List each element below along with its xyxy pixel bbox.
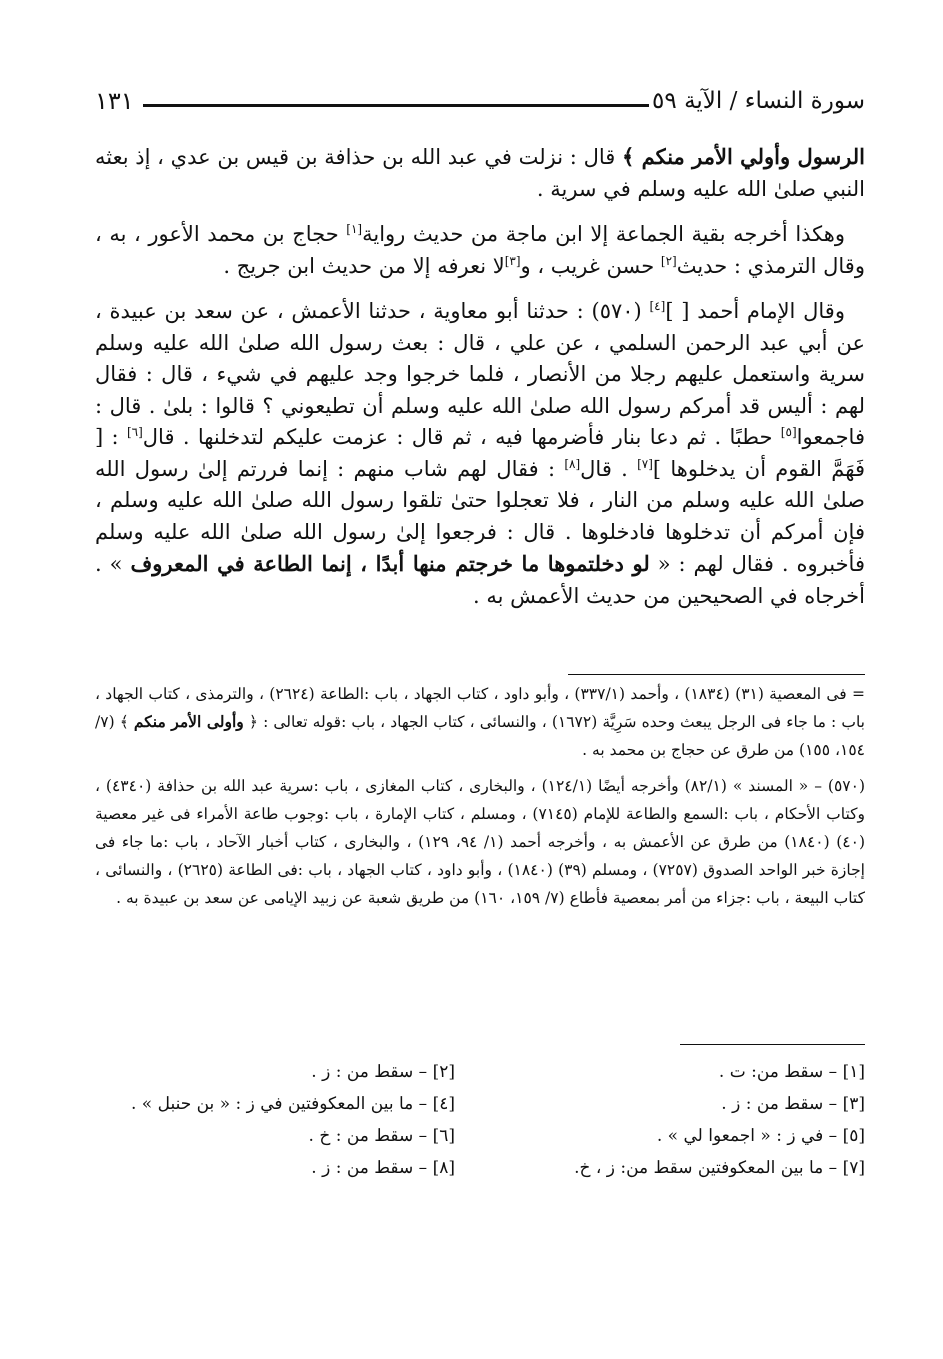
variant-text: سقط من : ز . [721,1094,824,1114]
variant-2: [٢] – سقط من : ز . [311,1062,455,1082]
text-run: حجاج بن محمد الأعور ، به ، وقال الترمذي : حديث [95,222,865,278]
variant-number: [٦] [432,1126,455,1146]
variant-text: سقط من: ت . [718,1062,824,1082]
variant-ref-2: [٢] [660,253,677,268]
variant-text: سقط من : ز . [311,1158,414,1178]
variant-text: سقط من : خ . [308,1126,414,1146]
variants-column-left [70,1056,455,1184]
text-run: : فقال لهم شاب منهم : إنما فررتم إلىٰ رسول الله صلىٰ الله عليه وسلم من النار ، فلا تعجلوا حتىٰ تلقوا رسول الله صلىٰ الله عليه وسلم ، فإن أمركم أن تدخلوها فادخلوها . قال : فرجعوا إلىٰ رسول الله صلىٰ الله عليه وسلم فأخبروه . فقال لهم : « [95,456,865,576]
text-run: . قال [580,456,638,481]
variant-text: ما بين المعكوفتين سقط من: ز ، خ. [574,1158,824,1178]
variant-number: [١] [842,1062,865,1082]
text-run: حسن غريب ، و [520,253,661,278]
variant-number: [٧] [842,1158,865,1178]
paragraph-2 [95,219,865,282]
page-number: ١٣١ [95,87,134,115]
variant-ref-3: [٣] [504,253,521,268]
variant-3: [٣] – سقط من : ز . [721,1094,865,1114]
variant-number: [٣] [842,1094,865,1114]
variant-ref-5: [٥] [780,425,797,439]
variant-ref-4: [٤] [649,299,666,313]
quran-quote: الرسول وأولي الأمر منكم ﴾ [621,144,865,169]
running-title: سورة النساء / الآية ٥٩ [652,88,865,114]
variant-number: [٤] [432,1094,455,1114]
footnote-570: (٥٧٠) – « المسند » (٨٢/١) وأخرجه أيضًا (١٢٤/١) ، والبخارى ، كتاب المغازى ، باب :سرية عبد الله بن حذافة (٤٣٤٠) ، وكتاب الأحكام ، باب :السمع والطاعة للإمام (٧١٤٥) ، ومسلم ، كتاب الإمارة ، باب :وجوب طاعة الأمراء فى غير معصية (٤٠) (١٨٤٠) من طرق عن الأعمش به ، وأخرجه أحمد (١/ ٩٤، ١٢٩) ، والبخارى ، كتاب أخبار الآحاد ، باب :ما جاء فى إجازة خبر الواحد الصدوق (٧٢٥٧) ، ومسلم (٣٩) (١٨٤٠) ، وأبو داود ، كتاب الجهاد ، باب :فى الطاعة (٢٦٢٥) ، والنسائى ، كتاب البيعة ، باب :جزاء من أمر بمعصية فأطاع (٧/ ١٥٩، ١٦٠) من طريق شعبة عن زبيد الإيامى عن سعد بن عبيدة به . [95,777,866,907]
text-run: = فى المعصية (٣١) (١٨٣٤) ، وأحمد (٣٣٧/١) ، وأبو داود ، كتاب الجهاد ، باب :الطاعة (٢٦٢٤) ، والترمذى ، كتاب الجهاد ، باب : ما جاء فى الرجل يبعث وحده سَرِيَّة (١٦٧٢) ، والنسائى ، كتاب الجهاد ، باب :قوله تعالى : ﴿ [95,685,865,731]
text-run: (٥٧٠) : حدثنا أبو معاوية ، حدثنا الأعمش ، عن سعد بن عبيدة ، عن أبي عبد الرحمن السلمي ، عن علي ، قال : بعث رسول الله صلىٰ الله عليه وسلم سرية واستعمل عليهم رجلا من الأنصار ، فلما خرجوا وجد عليهم في شيء ، قال : فقال لهم : أليس قد أمركم رسول الله صلىٰ الله عليه وسلم أن تطيعوني ؟ قالوا : بلىٰ . قال : فاجمعوا [95,299,865,449]
variant-ref-1: [١] [346,222,363,236]
paragraph-1 [95,141,865,205]
quran-quote: وأولى الأمر منكم [133,712,244,731]
variant-number: [٨] [432,1158,455,1178]
variant-6: [٦] – سقط من : خ . [308,1126,455,1146]
text-run: ﴾ (٧/ ١٥٤، ١٥٥) من طرق عن حجاج بن محمد به . [95,713,865,759]
variant-4: [٤] – ما بين المعكوفتين في ز : « بن حنبل » . [130,1094,455,1114]
footnote-continued [95,680,865,764]
variant-text: في ز : « اجمعوا لي » . [656,1126,824,1146]
footnote-separator [568,674,865,675]
hadith-quote: لو دخلتموها ما خرجتم منها أبدًا ، إنما الطاعة في المعروف [130,551,650,576]
page-header [95,86,865,120]
variant-1: [١] – سقط من: ت . [718,1062,865,1082]
footnotes [95,680,865,920]
paragraph-3 [95,296,865,612]
variant-number: [٢] [432,1062,455,1082]
header-rule [143,104,649,107]
text-run: وهكذا أخرجه بقية الجماعة إلا ابن ماجة من حديث رواية [362,222,845,246]
variant-ref-7: [٧] [637,456,653,471]
variants-separator [680,1044,865,1045]
variants-column-right [480,1056,865,1184]
text-run: » . أخرجاه في الصحيحين من حديث الأعمش به . [95,552,865,608]
variant-ref-6: [٦] [126,425,143,439]
variant-number: [٥] [842,1126,865,1146]
variant-8: [٨] – سقط من : ز . [311,1158,455,1178]
variant-5: [٥] – في ز : « اجمعوا لي » . [656,1126,865,1146]
text-run: : [ فَهَمَّ القوم أن يدخلوها ] [95,425,865,481]
variant-7: [٧] – ما بين المعكوفتين سقط من: ز ، خ. [574,1158,865,1178]
variant-text: ما بين المعكوفتين في ز : « بن حنبل » . [130,1094,414,1114]
variant-ref-8: [٨] [564,456,581,471]
text-run: حطبًا . ثم دعا بنار فأضرمها فيه ، ثم قال : عزمت عليكم لتدخلنها . قال [142,425,781,449]
paragraph-1-text: قال : نزلت في عبد الله بن حذافة بن قيس بن عدي ، إذ بعثه النبي صلىٰ الله عليه وسلم في سرية . [95,145,865,201]
text-run: وقال الإمام أحمد [ ] [665,299,845,323]
variant-text: سقط من : ز . [311,1062,414,1082]
main-text [95,141,865,626]
text-run: لا نعرفه إلا من حديث ابن جريج . [223,253,505,278]
